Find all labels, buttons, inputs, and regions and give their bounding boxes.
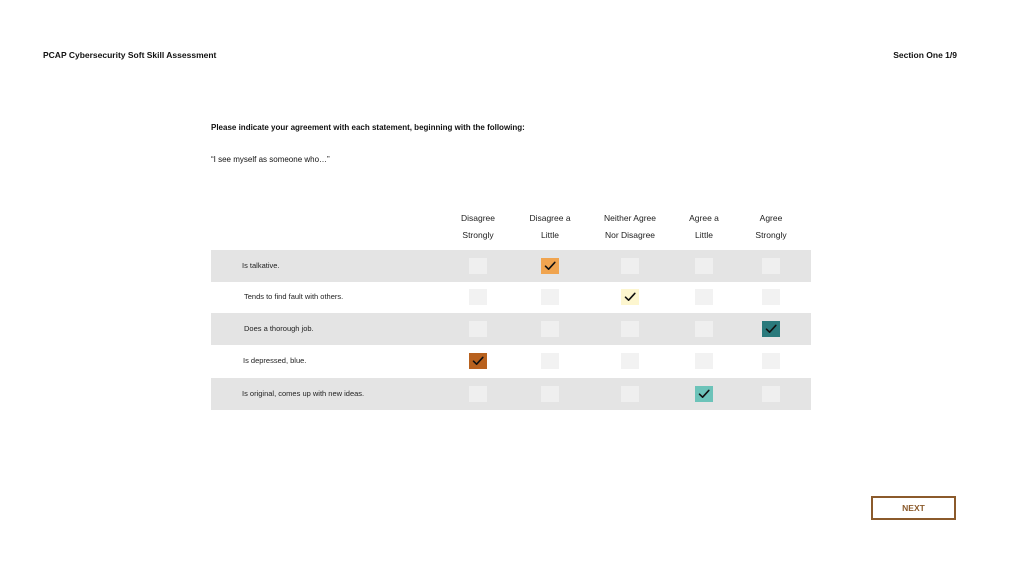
choice-checkbox[interactable] [695, 386, 713, 402]
checkmark-icon [623, 290, 637, 304]
app-title: PCAP Cybersecurity Soft Skill Assessment [43, 50, 217, 60]
checkmark-icon [543, 259, 557, 273]
choice-checkbox[interactable] [469, 386, 487, 402]
statement-label: Is talkative. [242, 261, 280, 270]
choice-checkbox[interactable] [469, 289, 487, 305]
col-header-line1: Disagree a [529, 213, 571, 223]
col-header-disagree-little [505, 210, 595, 244]
choice-checkbox[interactable] [695, 321, 713, 337]
choice-checkbox[interactable] [695, 258, 713, 274]
next-button[interactable]: NEXT [871, 496, 956, 520]
choice-checkbox[interactable] [469, 321, 487, 337]
checkmark-icon [764, 322, 778, 336]
choice-checkbox[interactable] [621, 258, 639, 274]
choice-checkbox[interactable] [621, 289, 639, 305]
choice-checkbox[interactable] [541, 386, 559, 402]
choice-checkbox[interactable] [469, 353, 487, 369]
col-header-line2: Little [695, 230, 713, 240]
statement-row [211, 345, 811, 377]
prompt: “I see myself as someone who…” [211, 155, 330, 164]
section-indicator: Section One 1/9 [893, 50, 957, 60]
statement-row [211, 281, 811, 313]
choice-checkbox[interactable] [695, 353, 713, 369]
statement-row [211, 250, 811, 282]
statement-label: Is depressed, blue. [243, 356, 307, 365]
col-header-line1: Neither Agree [604, 213, 656, 223]
statement-row [211, 378, 811, 410]
choice-checkbox[interactable] [695, 289, 713, 305]
col-header-agree-strongly [726, 210, 816, 244]
choice-checkbox[interactable] [621, 353, 639, 369]
choice-checkbox[interactable] [541, 289, 559, 305]
col-header-line2: Nor Disagree [604, 230, 656, 240]
statement-label: Does a thorough job. [244, 324, 314, 333]
statement-row [211, 313, 811, 345]
choice-checkbox[interactable] [621, 321, 639, 337]
choice-checkbox[interactable] [541, 353, 559, 369]
col-header-line1: Agree a [689, 213, 719, 223]
checkmark-icon [471, 354, 485, 368]
col-header-line2: Strongly [755, 230, 787, 240]
col-header-line1: Agree [759, 213, 783, 223]
statement-label: Is original, comes up with new ideas. [242, 389, 365, 398]
col-header-line2: Strongly [462, 230, 494, 240]
choice-checkbox[interactable] [762, 321, 780, 337]
choice-checkbox[interactable] [762, 386, 780, 402]
choice-checkbox[interactable] [762, 353, 780, 369]
col-header-line1: Disagree [460, 213, 496, 223]
statement-label: Tends to find fault with others. [244, 292, 344, 301]
choice-checkbox[interactable] [621, 386, 639, 402]
choice-checkbox[interactable] [762, 258, 780, 274]
checkmark-icon [697, 387, 711, 401]
choice-checkbox[interactable] [541, 321, 559, 337]
col-header-line2: Little [541, 230, 559, 240]
choice-checkbox[interactable] [469, 258, 487, 274]
choice-checkbox[interactable] [541, 258, 559, 274]
instructions: Please indicate your agreement with each statement, beginning with the following: [211, 123, 525, 132]
choice-checkbox[interactable] [762, 289, 780, 305]
